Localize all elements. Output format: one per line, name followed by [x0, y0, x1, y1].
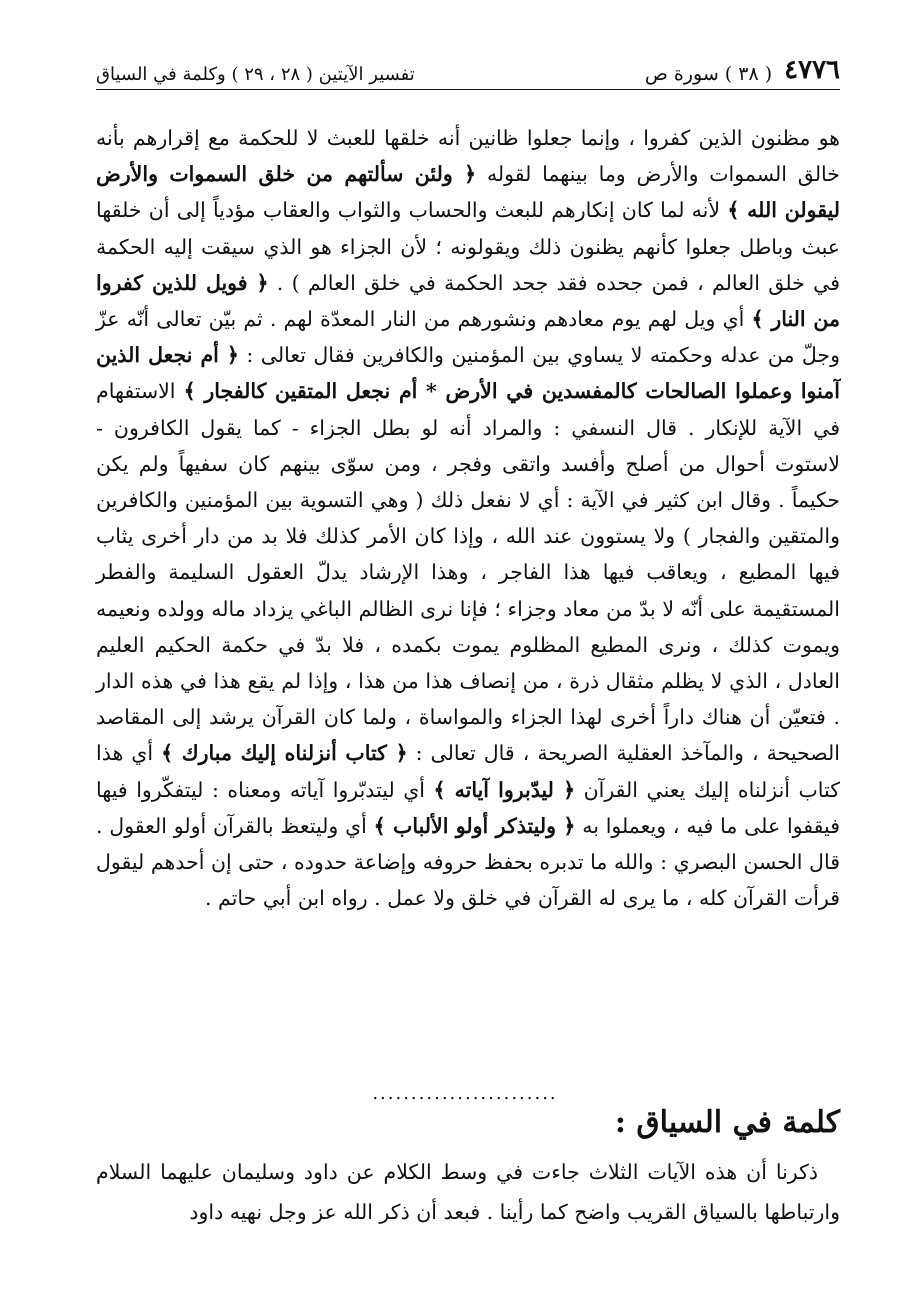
header-page-info: [645, 55, 840, 85]
quran-quote: ﴿ فويل للذين كفروا من النار ﴾: [96, 270, 840, 332]
text-run: أي وليتعظ بالقرآن أولو العقول . قال الحسن البصري : والله ما تدبره بحفظ حروفه وإضاعة حدوده ، حتى إن أحدهم ليقول قرأت القرآن كله ، ما يرى له القرآن في خلق ولا عمل . رواه ابن أبي حاتم .: [96, 813, 840, 911]
section-separator: ........................: [372, 1083, 558, 1104]
running-header: [96, 50, 840, 90]
text-run: هو مظنون الذين كفروا ، وإنما جعلوا ظانين أنه خلقها للعبث لا للحكمة مع إقرارهم بأنه خالق السموات والأرض وما بينهما لقوله: [96, 126, 840, 187]
commentary-text: [96, 120, 840, 916]
section-text: [96, 1152, 840, 1232]
text-run: أي ليتدبّروا آياته ومعناه : ليتفكّروا فيها فيقفوا على ما فيه ، ويعملوا به: [96, 777, 840, 838]
section-paragraph: ذكرنا أن هذه الآيات الثلاث جاءت في وسط الكلام عن داود وسليمان عليهما السلام وارتباطها بالسياق القريب واضح كما رأينا . فبعد أن ذكر الله عز وجل نهيه داود: [96, 1160, 840, 1224]
text-run: أي هذا كتاب أنزلناه إليك يعني القرآن: [96, 741, 840, 802]
header-title: تفسير الآيتين ( ٢٨ ، ٢٩ ) وكلمة في السياق: [96, 64, 415, 85]
quran-quote: ﴿ ولئن سألتهم من خلق السموات والأرض ليقولن الله ﴾: [96, 162, 840, 223]
quran-quote: ﴿ أم نجعل الذين آمنوا وعملوا الصالحات كالمفسدين في الأرض * أم نجعل المتقين كالفجار ﴾: [96, 343, 840, 404]
text-run: الاستفهام في الآية للإنكار . قال النسفي : والمراد أنه لو بطل الجزاء - كما يقول الكافرون - لاستوت أحوال من أصلح وأفسد واتقى وفجر ، ومن سوّى بينهم كان سفيهاً ولم يكن حكيماً . وقال ابن كثير في الآية : أي لا نفعل ذلك ( وهي التسوية بين المؤمنين والكافرين والمتقين والفجار ) ولا يستوون عند الله ، وإذا كان الأمر كذلك فلا بد من دار أخرى يثاب فيها المطيع ، ويعاقب فيها هذا الفاجر ، وهذا الإرشاد يدلّ العقول السليمة والفطر المستقيمة على أنّه لا بدّ من معاد وجزاء ؛ فإنا نرى الظالم الباغي يزداد ماله وولده ونعيمه ويموت كذلك ، ونرى المطيع المظلوم يموت بكمده ، فلا بدّ في حكمة الحكيم العليم العادل ، الذي لا يظلم مثقال ذرة ، من إنصاف هذا من هذا ، وإذا لم يقع هذا في هذه الدار . فتعيّن أن هناك داراً أخرى لهذا الجزاء والمواساة ، ولما كان القرآن يرشد إلى المقاصد الصحيحة ، والمآخذ العقلية الصريحة ، قال تعالى :: [96, 379, 840, 766]
quran-quote: ﴿ كتاب أنزلناه إليك مبارك ﴾: [161, 741, 408, 766]
quran-quote: ﴿ وليتذكر أولو الألباب ﴾: [373, 813, 576, 838]
text-run: لأنه لما كان إنكارهم للبعث والحساب والثواب والعقاب مؤدياً إلى أن خلقها عبث وباطل جعلوا كأنهم يظنون ذلك ويقولونه ؛ لأن الجزاء هو الذي سيقت إليه الحكمة في خلق العالم ، فمن جحده فقد جحد الحكمة في خلق العالم ) .: [96, 198, 840, 295]
quran-quote: ﴿ ليدّبروا آياته ﴾: [433, 777, 576, 802]
section-heading: كلمة في السياق :: [614, 1105, 840, 1140]
surah-label: ( ٣٨ ) سورة ص: [644, 63, 773, 85]
commentary-paragraph: [96, 120, 840, 916]
page-number: ٤٧٧٦: [784, 55, 840, 85]
text-run: أي ويل لهم يوم معادهم ونشورهم من النار المعدّة لهم . ثم بيّن تعالى أنّه عزّ وجلّ من عدله وحكمته لا يساوي بين المؤمنين والكافرين فقال تعالى :: [96, 307, 840, 368]
